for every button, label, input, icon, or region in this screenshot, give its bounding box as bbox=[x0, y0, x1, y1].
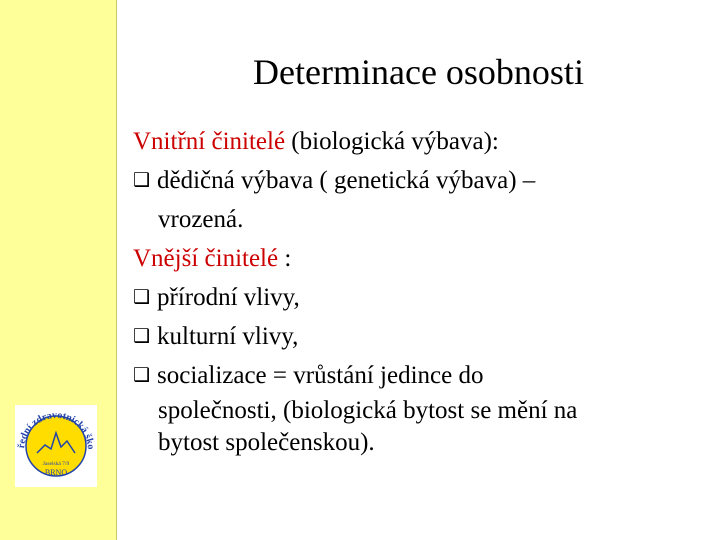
list-item-natural bbox=[133, 278, 713, 317]
sidebar-strip bbox=[0, 0, 117, 540]
list-item-text: dědičná výbava ( genetická výbava) – bbox=[157, 167, 536, 194]
internal-factors-label: Vnitřní činitelé bbox=[133, 128, 286, 155]
bullet-icon: ❑ bbox=[133, 364, 151, 386]
internal-factors-note: (biologická výbava): bbox=[285, 128, 499, 155]
list-item-text: kulturní vlivy, bbox=[157, 323, 299, 350]
list-item-heredity-continued: vrozená. bbox=[158, 206, 244, 233]
list-item-socialization-end: bytost společenskou). bbox=[158, 429, 375, 456]
logo-address: Jaselská 7/9 bbox=[42, 461, 70, 467]
school-logo bbox=[15, 405, 97, 487]
bullet-icon: ❑ bbox=[133, 325, 151, 347]
list-item-text: socializace = vrůstání jedince do bbox=[157, 362, 484, 389]
list-item-cultural bbox=[133, 317, 713, 356]
slide-title: Determinace osobnosti bbox=[253, 52, 584, 92]
school-logo-graphic bbox=[15, 405, 97, 487]
list-item-socialization-continued: společnosti, (biologická bytost se mění na bbox=[158, 397, 578, 424]
external-factors-heading bbox=[133, 239, 713, 278]
logo-arc-text: řední zdravotnická ško bbox=[16, 409, 97, 450]
bullet-icon: ❑ bbox=[133, 169, 151, 191]
external-factors-label: Vnější činitelé bbox=[133, 245, 279, 272]
logo-city: BRNO bbox=[44, 468, 68, 477]
internal-factors-heading bbox=[133, 122, 713, 161]
bullet-icon: ❑ bbox=[133, 286, 151, 308]
slide-body bbox=[133, 122, 713, 459]
list-item-text: přírodní vlivy, bbox=[157, 284, 300, 311]
external-factors-note: : bbox=[278, 245, 292, 272]
list-item-socialization bbox=[133, 356, 713, 395]
list-item-heredity bbox=[133, 161, 713, 200]
